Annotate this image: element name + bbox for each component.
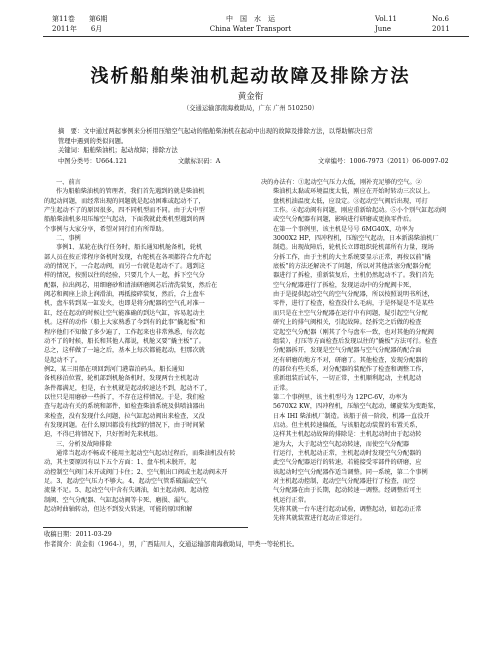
document-code: 文献标识码：A [178,158,221,165]
body-line: 在第一个事例里，该主机是号号 6MG40X，功率为 [273,225,414,233]
body-line: 制造。出现故障后，轮机长立即组织轮机部所有力量，现场 [273,244,434,252]
header-year-en: 2011 [432,25,450,33]
body-line: 重新组装后试车，一切正常，主机顺利起动，主机起动 [273,375,422,383]
body-line: 个事例与大家分享，希望对同行们有所帮助。 [44,225,168,233]
right-column [261,178,466,524]
body-line: 定起空气分配器（刚其了个与盘车一致，也对其他的分配阀 [273,328,434,336]
body-line: 分拆工作，由于主机的大主系统要显示正常，再按以前“撬 [273,253,431,261]
body-line: 5670X2 KW，四冲程机，压缩空气起动，螺旋桨为变距桨， [273,403,440,411]
body-line: 起动时曲轴转动，但达不到发火转速，可能的原因和解 [44,506,193,514]
body-line: 或空气分配器有问题，影响进行研磨或更换零件后。 [273,216,416,224]
body-line: 船舶柴油机多用压缩空气起动，下面我就此类机型遇到的两 [44,216,205,224]
header-volume-en: Vol.11 [375,15,397,23]
body-line: 制阀、空气分配器、气缸起动阀等卡死、磨损、漏气。 [44,496,193,504]
body-line: 气分配器在由于长期，起动转速一调整。经调整后可主 [273,487,422,495]
body-line: 动，其主要原因有以下五个方面：1、盘车机未脱开，起 [44,459,197,467]
body-line: 速为大，大于起动空气起动转速，而使空气分配器 [273,440,410,448]
body-line: 第二个事例里，该主机型号为 12PC-6V，功率为 [273,393,408,401]
body-line: 程序他们不知做了多少遍了，工作起来也非常熟悉，每次起 [44,328,205,336]
body-line: 动不了的时候，船长和其他人都说，机舱又要“撬主板”了。 [44,337,206,345]
body-line: 柴油机太黏或环境温度太低，刚应在开始时转动三次以上。 [273,188,434,196]
body-line: 工作。④起动阀有问题，刚应重新给起动。⑤小个别气缸起动阀 [273,207,447,215]
body-line: 此空气分配器运行的转速，若能接受零部件的研磨，应 [273,459,422,467]
body-line: 配器，拉出阀芯，用细磨砂和清油研磨阀芯后清洗装复，然后在 [44,281,218,289]
body-line: 查与起动有关的系统和部件，如检查柴油系统及供喷油器出 [44,403,205,411]
body-line: 该起动时空气分配器作适当调整。同一系统，第二个事例 [273,468,428,476]
body-line: 由于是提供起动空气的空气分配器，所以按照说明书所述， [273,291,434,299]
body-line: 机，盘车转到某一缸发火，也即是将分配器的空气孔对准一 [44,300,205,308]
body-line: 这样其主机起动故障的排除是：主机起动时由于起动转 [273,431,422,439]
body-line: 来检查，没有发现什么问题，拉气缸起动阀出来检查，又没 [44,412,205,420]
body-line: 以往只是用磨砂一些拆了，不存在这样情况。于是，我们检 [44,393,205,401]
body-line: 底板”的方法还解决不了问题，所以对其他活塞分配器分配 [273,263,431,271]
body-line: 空气分配器进行了拆检，发现运动中的分配阀卡死， [273,281,416,289]
body-line: 的部位有些关系，对分配器的装配作了检查和调整工作， [273,365,428,373]
article-author: 黄金衔 [237,92,264,102]
body-line: 备机移泊位置，轮机部到机舱备机时，发现两台主机起动 [44,375,199,383]
body-line: 有发现问题。在什么原因都没有找到的情况下，由于时间紧 [44,421,205,429]
author-bio: 作者简介：黄金衔（1964-），男，广西陆川人，交通运输部南海救助局，甲类一等轮机长。 [44,541,299,548]
body-line: 阀芯和阀座上涂上润滑油，再抵接碎装复，然后，合上盘车 [44,291,205,299]
author-affiliation: （交通运输部南海救助局，广东 广州 510250） [182,105,319,112]
body-line: 分配器拆开，发现是空气分配器与空气分配器的配合面 [273,347,422,355]
body-line: 总之，这样做了一遍之后，基本上每次都能起动，但那次就 [44,347,205,355]
body-line: 而只是在主空气分配器在运行中有问题，疑引起空气分配 [273,309,428,317]
body-line: 日本 IHI 柴油机厂制造。该船于前一阶段，机器一直没开 [273,412,430,420]
header-volume-cn: 第11卷 第6期 [52,15,108,23]
body-line: 作为船舶柴油机的管理者，我们首先遇到的就是柴油机 [56,188,205,196]
header-number-en: No.6 [432,15,449,23]
body-line: 机。这样的动作（船上大家熟悉了今到有的此事“撬起板”和 [44,319,206,327]
body-line: 机运行正常。 [273,496,311,504]
header-rule [43,36,469,37]
body-line: 动控制空气阀门未开或阀门卡住；2、空气瓶出口阀或主起动阀未开 [44,468,228,476]
article-number: 文章编号：1006-7973（2011）06-0097-02 [318,158,449,165]
body-line: 产生起动不了的原因很多，四不同机型而不同。由于大中型 [44,207,205,215]
keywords: 关键词：船舶柴油机；起动故障；排除方法 [58,147,178,155]
body-line: 流量不足。5、起动空气中含有失调油，如主起动阀、起动控 [44,487,209,495]
body-line: 通常当起动不畅或不能用主起动空气起动过程后，而柴油机没有转 [56,449,236,457]
body-line: 还有研磨的地方不对，研磨了。其他检查，发现分配器的 [273,356,428,364]
body-line: 决的办法有：①起动空气压力大低，刚补充足够的空气。② [261,179,422,186]
received-date: 收稿日期：2011-03-29 [44,531,112,538]
class-number: 中图分类号：U664.121 [58,158,128,165]
body-line: 足。3、起动空气压力不够大。4、起动空气管系破漏或空气 [44,478,207,485]
body-line: 正常。 [273,384,292,392]
header-month-en: June [375,25,391,33]
body-line: 行运行，主机起动正常，主机起动时发现空气分配器的 [273,449,422,457]
body-line: 缸，经在起动的时候让空气能准确的到达气缸，容易起动主 [44,309,205,317]
body-line: 的起动问题，而经常出现的问题就是起动困难或起动不了， [44,197,205,205]
left-column [44,178,249,514]
body-line: 器进行了拆检，重新装复后，主机仍然起动不了。我们首先 [273,272,434,280]
body-line: 条件都满足，但是，右主机就是起动转速达不到，起动不了， [44,384,212,392]
body-line: 3000X2 HP，四冲程机，压缩空气起动，日本新潟柴油机厂 [273,235,439,243]
body-line: 对主机起动控制，起动空气分配器进行了检查，而空 [273,478,416,485]
footnote-rule [43,527,248,528]
body-line: 零件，进行了检查，检查没什么毛病，于是怀疑是不是某些 [273,300,434,308]
body-line: 例2，某三用船在项回到河门港靠泊码头，船长通知 [44,365,185,373]
body-line: 是起动不了。 [44,356,82,364]
body-line: 先将其就装置进行起动正常运行。 [273,515,366,523]
body-line: 样的情况，按照以往的经验，只要几个人一起，拆下空气分 [44,272,205,280]
body-line: 盘机机油温度太低，应设定。③起动空气阀后出现，可打 [273,197,428,205]
article-title: 浅析船舶柴油机起动故障及排除方法 [90,66,411,87]
body-line: 部人员在按正常程序备机时发现，右舵机在各项都符合允许起 [44,253,212,261]
journal-name-cn: 中 国 水 运 [226,15,275,23]
section-heading: 三、分析及故障排除 [56,440,112,448]
abstract-line: 摘 要：文中通过两起事例来分析用压缩空气起动的船舶柴油机在起动中出现的故障及排除方法，以帮助解决日常 [58,128,373,135]
section-heading: 二、事例 [56,235,81,243]
body-line: 先将其就一台车进行起动试验，调整起动，如起动正常 [273,506,422,514]
body-line: 迫，不得已将情况下，只好暂时先来机组。 [44,431,162,439]
body-line: 事例1、某轮在执行任务时，船长通知机舱备机，轮机 [56,244,203,252]
body-line: 组装），打压等方面检查后发现以往的“撬板”方法可行。检查 [273,337,438,345]
header-date-cn: 2011年 6月 [52,25,103,33]
abstract-line: 管理中遇到的类似问题。 [58,137,128,145]
abstract [58,127,458,156]
journal-name-en: China Water Transport [209,25,292,33]
section-heading: 一、前言 [56,179,81,186]
body-line: 动的情况下，一合起动阀，而另一台就是起动不了。遇到这 [44,263,205,271]
body-line: 启动。但主机转速偏低，与该船起动装置的布置关系， [273,421,422,429]
body-line: 研究上的排气阀相关，引起故障。经拆完之后做的检查 [273,319,422,327]
